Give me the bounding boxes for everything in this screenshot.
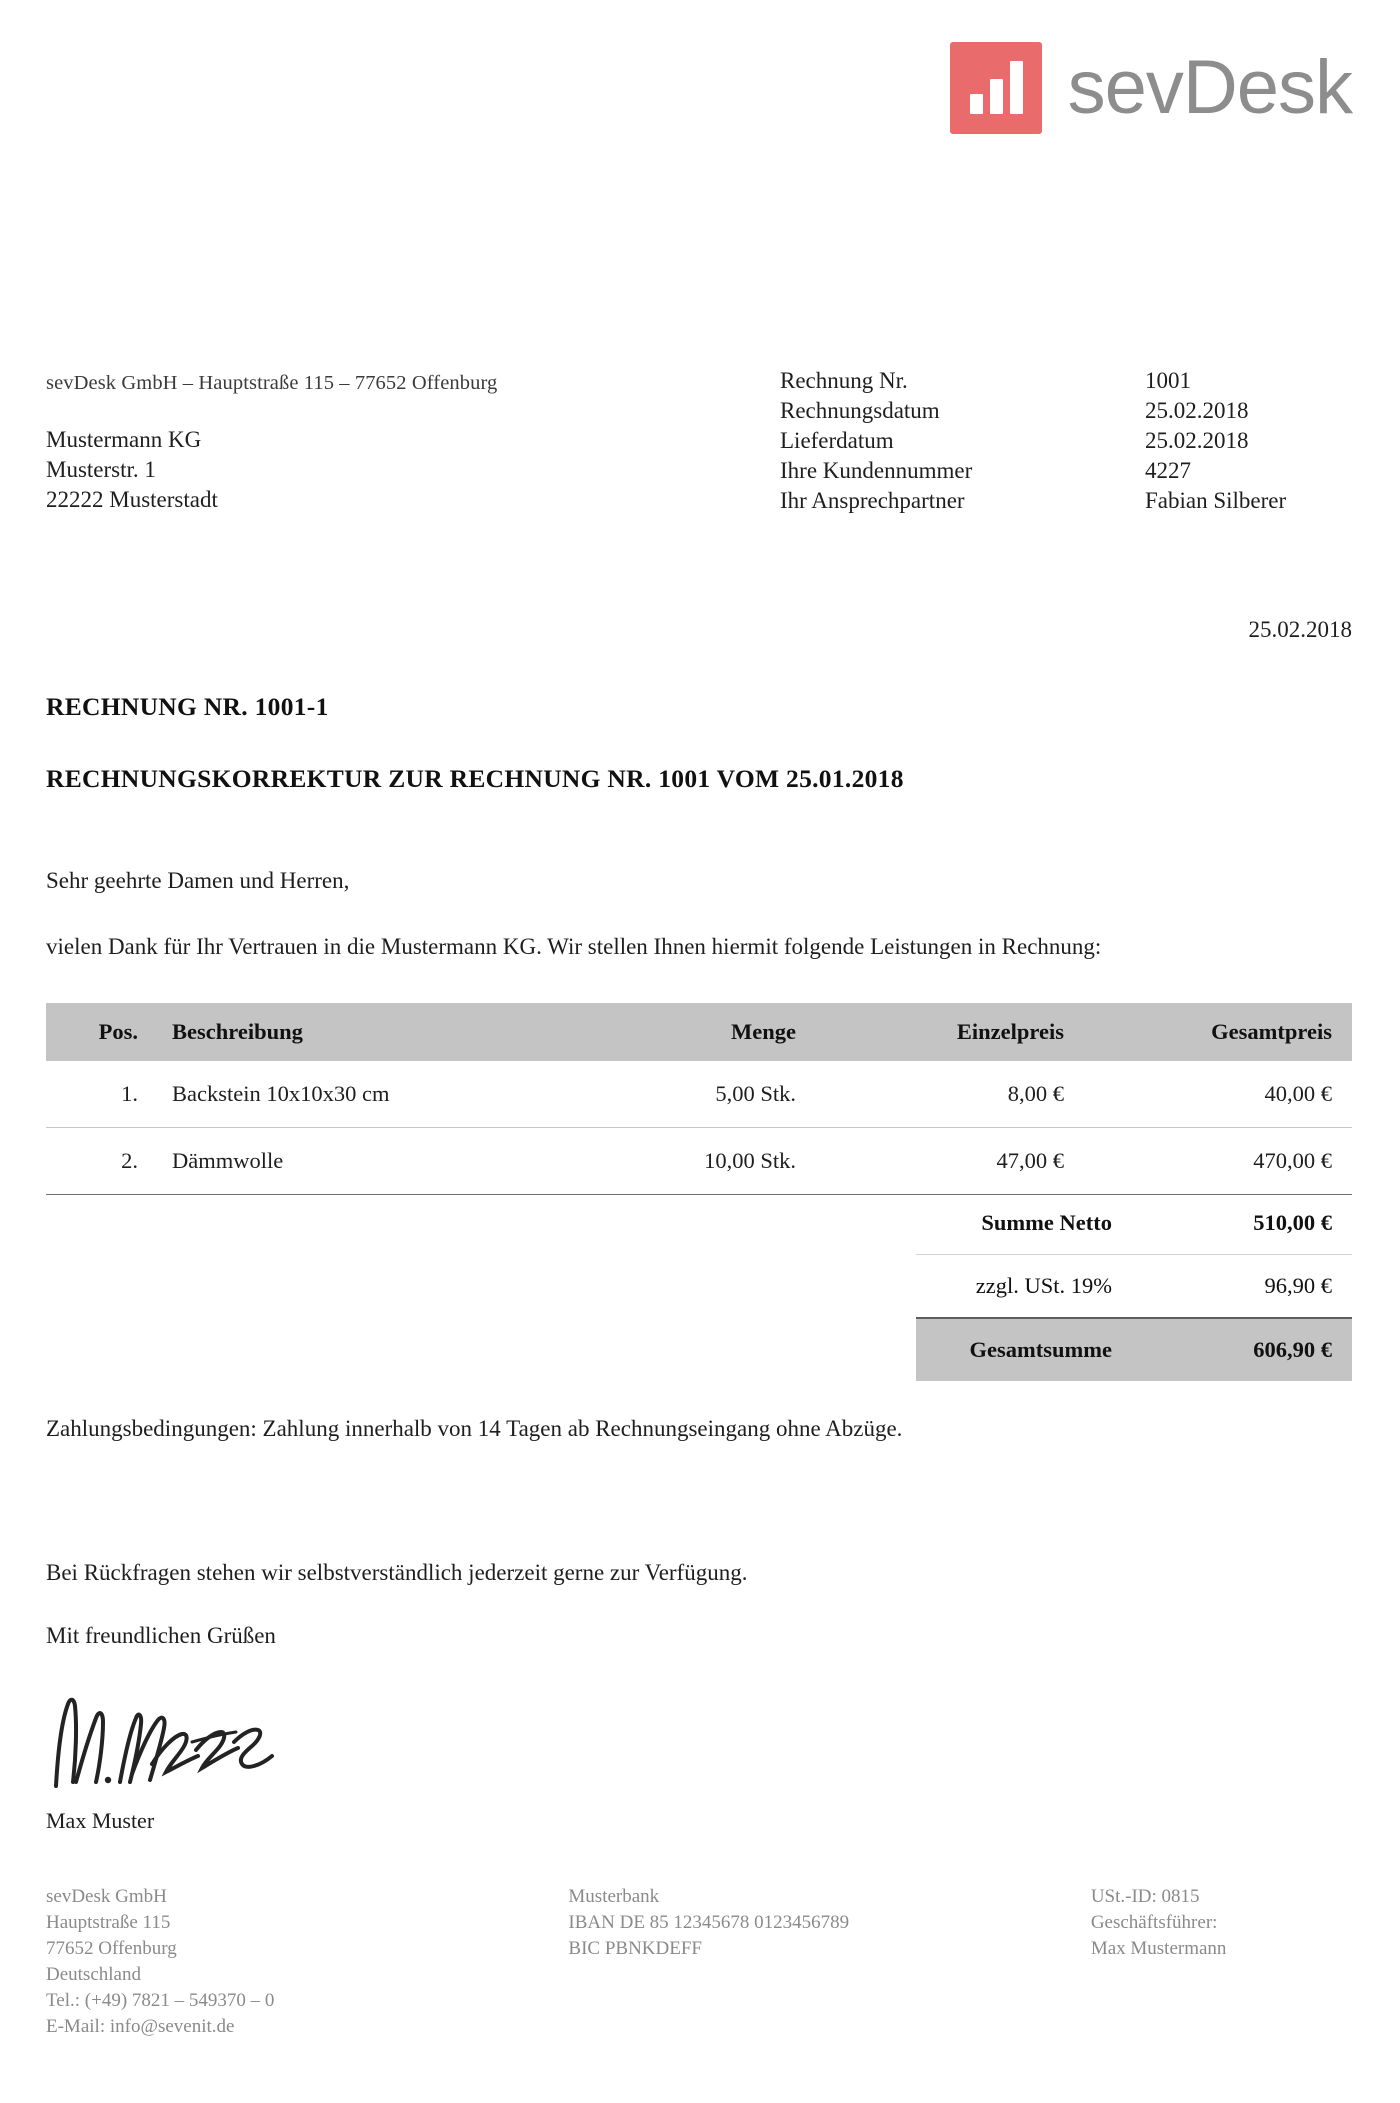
meta-label: Rechnungsdatum bbox=[780, 398, 940, 423]
column-header-quantity: Menge bbox=[566, 1003, 814, 1061]
meta-row bbox=[780, 396, 1286, 426]
invoice-meta bbox=[780, 366, 1286, 516]
cell-quantity: 10,00 Stk. bbox=[566, 1128, 814, 1195]
signature-name: Max Muster bbox=[46, 1808, 155, 1833]
questions-text: Bei Rückfragen stehen wir selbstverständlich jederzeit gerne zur Verfügung. bbox=[46, 1560, 748, 1585]
footer-manager-label: Geschäftsführer: bbox=[1090, 1912, 1218, 1933]
sender-return-address: sevDesk GmbH – Hauptstraße 115 – 77652 Offenburg bbox=[46, 372, 498, 394]
brand-wordmark: sevDesk bbox=[1067, 45, 1352, 130]
totals-row-grand bbox=[916, 1318, 1352, 1381]
totals-row-vat bbox=[916, 1255, 1352, 1319]
footer-bank-name: Musterbank bbox=[568, 1886, 660, 1907]
cell-unit-price: 8,00 € bbox=[814, 1061, 1082, 1128]
footer-vat-id: USt.-ID: 0815 bbox=[1090, 1886, 1200, 1907]
cell-total-price: 40,00 € bbox=[1082, 1061, 1352, 1128]
bar-chart-icon bbox=[950, 42, 1042, 134]
footer-company-name: sevDesk GmbH bbox=[46, 1886, 167, 1907]
recipient-address bbox=[46, 425, 218, 515]
cell-pos: 2. bbox=[46, 1128, 152, 1195]
table-header-row bbox=[46, 1003, 1352, 1061]
signature-image bbox=[46, 1690, 306, 1800]
meta-value: Fabian Silberer bbox=[1145, 488, 1287, 513]
meta-label: Ihre Kundennummer bbox=[780, 458, 973, 483]
footer-company-block bbox=[46, 1884, 568, 2040]
table-header bbox=[46, 1003, 1352, 1061]
recipient-street: Musterstr. 1 bbox=[46, 457, 156, 482]
footer-company-email[interactable]: E-Mail: info@sevenit.de bbox=[46, 2016, 235, 2037]
recipient-name: Mustermann KG bbox=[46, 427, 202, 452]
footer-bank-block bbox=[568, 1884, 1090, 2040]
document-date: 25.02.2018 bbox=[1248, 617, 1352, 642]
footer-manager-name: Max Mustermann bbox=[1090, 1938, 1227, 1959]
column-header-total-price: Gesamtpreis bbox=[1082, 1003, 1352, 1061]
totals-value-net: 510,00 € bbox=[1152, 1192, 1352, 1255]
salutation-text: Sehr geehrte Damen und Herren, bbox=[46, 868, 350, 893]
footer-company-street: Hauptstraße 115 bbox=[46, 1912, 171, 1933]
meta-row bbox=[780, 366, 1286, 396]
meta-value: 4227 bbox=[1145, 458, 1191, 483]
totals-label-vat: zzgl. USt. 19% bbox=[916, 1255, 1152, 1319]
column-header-unit-price: Einzelpreis bbox=[814, 1003, 1082, 1061]
totals-table bbox=[916, 1192, 1352, 1381]
totals-value-vat: 96,90 € bbox=[1152, 1255, 1352, 1319]
footer-company-phone: Tel.: (+49) 7821 – 549370 – 0 bbox=[46, 1990, 275, 2011]
column-header-pos: Pos. bbox=[46, 1003, 152, 1061]
intro-text: vielen Dank für Ihr Vertrauen in die Mustermann KG. Wir stellen Ihnen hiermit folgende Leistungen in Rechnung: bbox=[46, 934, 1102, 959]
footer-company-city: 77652 Offenburg bbox=[46, 1938, 177, 1959]
meta-label: Ihr Ansprechpartner bbox=[780, 488, 965, 513]
meta-row bbox=[780, 456, 1286, 486]
cell-total-price: 470,00 € bbox=[1082, 1128, 1352, 1195]
cell-description: Backstein 10x10x30 cm bbox=[152, 1061, 566, 1128]
footer-bank-bic: BIC PBNKDEFF bbox=[568, 1938, 702, 1959]
meta-row bbox=[780, 486, 1286, 516]
brand-logo bbox=[950, 42, 1352, 134]
regards-text: Mit freundlichen Grüßen bbox=[46, 1623, 276, 1648]
page-title: RECHNUNG NR. 1001-1 bbox=[46, 692, 329, 721]
totals-value-grand: 606,90 € bbox=[1152, 1318, 1352, 1381]
recipient-city: 22222 Musterstadt bbox=[46, 487, 218, 512]
cell-unit-price: 47,00 € bbox=[814, 1128, 1082, 1195]
payment-terms-text: Zahlungsbedingungen: Zahlung innerhalb von 14 Tagen ab Rechnungseingang ohne Abzüge. bbox=[46, 1416, 903, 1441]
cell-pos: 1. bbox=[46, 1061, 152, 1128]
totals-label-net: Summe Netto bbox=[916, 1192, 1152, 1255]
page-subtitle: RECHNUNGSKORREKTUR ZUR RECHNUNG NR. 1001 VOM 25.01.2018 bbox=[46, 764, 904, 793]
footer-bank-iban: IBAN DE 85 12345678 0123456789 bbox=[568, 1912, 850, 1933]
footer-legal-block bbox=[1091, 1884, 1352, 2040]
table-row bbox=[46, 1061, 1352, 1128]
table-row bbox=[46, 1128, 1352, 1195]
footer-company-country: Deutschland bbox=[46, 1964, 141, 1985]
totals-row-net bbox=[916, 1192, 1352, 1255]
cell-description: Dämmwolle bbox=[152, 1128, 566, 1195]
cell-quantity: 5,00 Stk. bbox=[566, 1061, 814, 1128]
meta-row bbox=[780, 426, 1286, 456]
totals-label-grand: Gesamtsumme bbox=[916, 1318, 1152, 1381]
meta-value: 1001 bbox=[1145, 368, 1191, 393]
column-header-description: Beschreibung bbox=[152, 1003, 566, 1061]
meta-value: 25.02.2018 bbox=[1145, 428, 1249, 453]
page-footer bbox=[46, 1884, 1352, 2040]
meta-value: 25.02.2018 bbox=[1145, 398, 1249, 423]
meta-label: Rechnung Nr. bbox=[780, 368, 908, 393]
meta-label: Lieferdatum bbox=[780, 428, 894, 453]
table-body bbox=[46, 1061, 1352, 1195]
line-items-table bbox=[46, 1003, 1352, 1195]
